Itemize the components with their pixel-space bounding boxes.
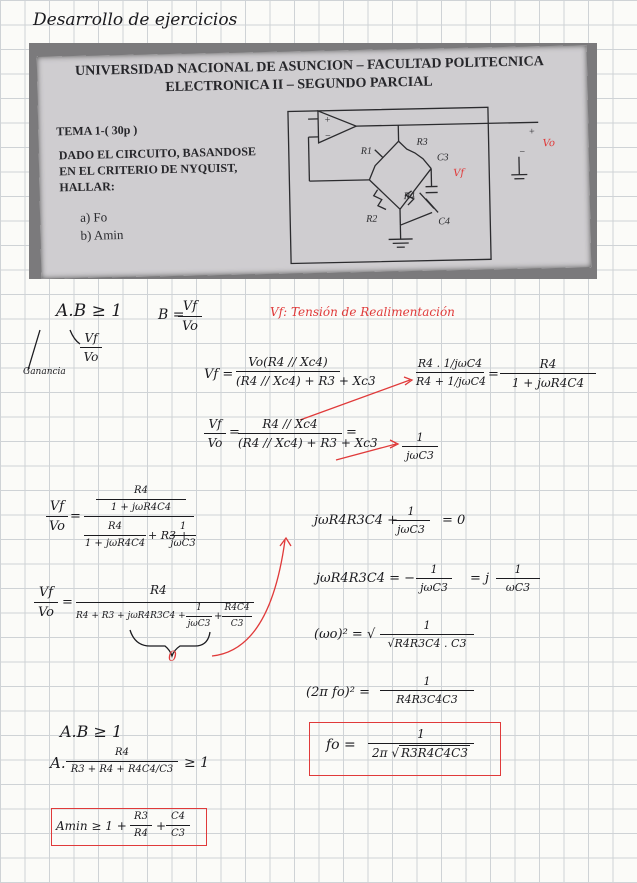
r2-mid: = j <box>470 571 490 586</box>
eq3-lhs-num: Vf <box>49 499 65 514</box>
item-b: b) Amin <box>80 227 124 243</box>
fo-den-pre: 2π <box>372 746 388 760</box>
vo-label: Vo <box>542 137 556 150</box>
amin-d1: R4 <box>134 828 148 839</box>
r1-label: R1 <box>360 145 373 158</box>
r1-num: 1 <box>407 505 415 518</box>
par-result <box>500 358 596 389</box>
r4-den: R4R3C4C3 <box>396 693 458 706</box>
a-fraction <box>66 748 178 775</box>
r4-lhs: (2π fo)² = <box>306 685 370 700</box>
amin-d2: C3 <box>170 828 185 839</box>
r2-den2: ωC3 <box>505 581 531 594</box>
beta-lhs: B = <box>158 307 185 323</box>
amin-n2: C4 <box>170 811 185 822</box>
xc3-fraction <box>402 432 438 461</box>
ab-fraction <box>80 332 102 363</box>
tema-label: TEMA 1-( 30p ) <box>56 122 138 139</box>
r3-fraction <box>380 620 474 649</box>
eq4-lhs-den: Vo <box>37 605 55 620</box>
eq2-num: R4 // Xc4 <box>262 417 318 431</box>
r4-fraction <box>380 676 474 705</box>
eq1-fraction <box>236 355 376 388</box>
ab-den: Vo <box>83 350 99 364</box>
ab-condition: A.B ≥ 1 <box>56 301 123 321</box>
eq3-lhs-den: Vo <box>48 519 66 534</box>
eq1-den: (R4 // Xc4) + R3 + Xc3 <box>236 374 376 388</box>
r3-label: R3 <box>416 136 428 148</box>
ab-condition-2: A.B ≥ 1 <box>60 722 123 741</box>
r2-fraction2 <box>496 564 540 593</box>
eq3-lhs <box>46 500 68 533</box>
par-fraction <box>416 358 484 387</box>
c3-label: C3 <box>436 152 449 164</box>
r1-rhs: = 0 <box>442 513 466 528</box>
r1-lhs: jωR4R3C4 + <box>314 513 398 528</box>
opamp-minus: − <box>324 130 332 142</box>
r2-num2: 1 <box>514 563 522 576</box>
eq1-num: Vo(R4 // Xc4) <box>248 355 328 369</box>
ab-num: Vf <box>84 331 98 345</box>
r4-num: 1 <box>423 675 431 688</box>
r1-den: jωC3 <box>397 523 425 536</box>
beta-den: Vo <box>181 319 199 334</box>
eq2-lhs-den: Vo <box>207 436 223 450</box>
statement-line2: EN EL CRITERIO DE NYQUIST, <box>58 160 238 179</box>
eq3-eq: = <box>70 509 81 524</box>
eq4-den-b-den: jωC3 <box>187 619 211 629</box>
eq4-lhs <box>34 586 58 619</box>
fo-num: 1 <box>417 727 425 741</box>
r2-den: jωC3 <box>420 581 448 594</box>
r3-num: 1 <box>423 619 431 632</box>
eq4-den-b <box>186 604 212 629</box>
a-rhs: ≥ 1 <box>184 755 210 771</box>
university-line1: UNIVERSIDAD NACIONAL DE ASUNCION – FACULTAD POLITECNICA <box>74 54 544 79</box>
vf-label: Vf <box>453 167 465 180</box>
eq2-fraction <box>238 417 378 450</box>
amin-lhs: Amin ≥ 1 + <box>56 819 127 833</box>
par-equals: = <box>488 367 499 382</box>
r2-num: 1 <box>430 563 438 576</box>
a-num: R4 <box>115 747 129 758</box>
amin-frac1 <box>130 812 152 839</box>
eq2-lhs-num: Vf <box>208 417 222 431</box>
university-line2: ELECTRONICA II – SEGUNDO PARCIAL <box>165 74 433 96</box>
r2-lhs: jωR4R3C4 = − <box>316 571 416 586</box>
eq4-eq: = <box>62 595 73 610</box>
eq4-den-c-pre: + <box>214 611 223 622</box>
r1-fraction <box>392 506 430 535</box>
par-res-den: 1 + jωR4C4 <box>511 376 585 390</box>
fo-den: 2π √ R3R4C4C3 <box>372 746 468 760</box>
eq4-den-b-num: 1 <box>196 603 202 613</box>
zero-mark: 0 <box>168 649 177 665</box>
beta-num: Vf <box>182 299 198 314</box>
vf-definition: Vf: Tensión de Realimentación <box>270 305 455 319</box>
eq3-num-num: R4 <box>134 485 148 496</box>
amin-n1: R3 <box>134 811 148 822</box>
item-a: a) Fo <box>79 209 108 225</box>
eq4-den-c <box>222 604 252 629</box>
eq3-den-c <box>170 522 196 549</box>
eq3-main-fraction <box>84 486 194 556</box>
r2-label: R2 <box>366 213 378 225</box>
amin-frac2 <box>166 812 190 839</box>
fo-den-rad: R3R4C4C3 <box>401 746 468 760</box>
eq2-lhs <box>204 418 226 449</box>
ganancia-label: Ganancia <box>23 367 66 377</box>
r4-label: R4 <box>403 190 415 203</box>
opamp-plus: + <box>324 114 331 126</box>
amin-plus: + <box>156 819 167 833</box>
out-plus: + <box>528 126 536 138</box>
eq3-numerator <box>96 486 186 513</box>
eq4-den-a: R4 + R3 + jωR4R3C4 + <box>76 611 186 621</box>
eq3-den-b: + R3 + <box>148 529 189 542</box>
fo-fraction <box>368 728 474 759</box>
eq1-lhs: Vf = <box>204 367 234 382</box>
eq3-num-den: 1 + jωR4C4 <box>110 502 172 513</box>
eq2-equals: = <box>346 425 357 440</box>
eq4-lhs-num: Vf <box>38 585 54 600</box>
a-lhs: A. <box>50 754 66 772</box>
par-den: R4 + 1/jωC4 <box>416 375 486 388</box>
a-den: R3 + R4 + R4C4/C3 <box>70 764 174 775</box>
eq3-den-a-num: R4 <box>108 521 122 532</box>
r2-fraction <box>416 564 452 593</box>
r3-lhs: (ωo)² = √ <box>314 627 376 642</box>
eq3-den-c-den: jωC3 <box>170 538 196 549</box>
page-title: Desarrollo de ejercicios <box>33 10 238 30</box>
eq3-den-a <box>84 522 146 549</box>
eq2-eq1: = <box>229 425 240 440</box>
eq4-num: R4 <box>150 583 167 597</box>
out-minus: − <box>518 146 526 158</box>
r3-den: √R4R3C4 . C3 <box>387 637 467 650</box>
beta-fraction <box>178 300 202 333</box>
eq4-den-c-den: C3 <box>230 619 244 629</box>
par-num: R4 . 1/jωC4 <box>417 357 483 370</box>
eq4-den-c-num: R4C4 <box>224 603 250 613</box>
statement-line1: DADO EL CIRCUITO, BASANDOSE <box>58 144 257 163</box>
par-res-num: R4 <box>539 357 557 371</box>
eq2-den: (R4 // Xc4) + R3 + Xc3 <box>238 436 378 450</box>
statement-line3: HALLAR: <box>59 179 115 195</box>
c4-label: C4 <box>438 216 451 228</box>
eq3-den-a-den: 1 + jωR4C4 <box>84 538 146 549</box>
xc3-num: 1 <box>416 431 424 444</box>
xc3-den: jωC3 <box>406 449 434 462</box>
eq3-den-c-num: 1 <box>179 521 187 532</box>
fo-lhs: fo = <box>326 737 356 753</box>
